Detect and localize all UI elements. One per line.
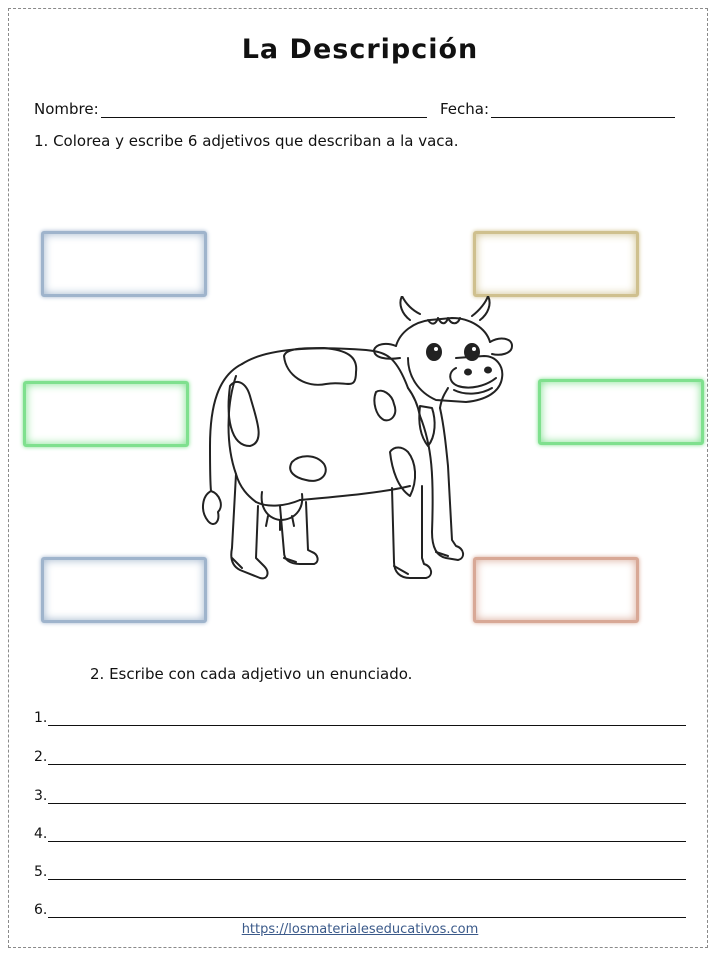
sentence-number: 2.	[34, 749, 48, 765]
adjective-box-middle-left[interactable]	[23, 381, 189, 447]
writing-rule[interactable]	[48, 711, 686, 726]
name-line[interactable]	[101, 101, 427, 118]
footer-link[interactable]: https://losmaterialeseducativos.com	[241, 922, 479, 937]
adjective-box-top-left[interactable]	[41, 231, 207, 297]
page-title: La Descripción	[241, 34, 479, 65]
date-field[interactable]	[440, 100, 675, 118]
writing-rule[interactable]	[48, 750, 686, 765]
instruction-two: 2. Escribe con cada adjetivo un enunciado.	[90, 665, 413, 683]
sentence-number: 6.	[34, 902, 48, 918]
date-label: Fecha:	[440, 100, 490, 118]
writing-rule[interactable]	[48, 827, 686, 842]
writing-rule[interactable]	[48, 789, 686, 804]
sentence-line-5[interactable]	[34, 864, 686, 880]
name-label: Nombre:	[34, 100, 99, 118]
adjective-box-bottom-left[interactable]	[41, 557, 207, 623]
writing-rule[interactable]	[48, 865, 686, 880]
writing-rule[interactable]	[48, 903, 686, 918]
sentence-line-3[interactable]	[34, 788, 686, 804]
sentence-line-6[interactable]	[34, 902, 686, 918]
name-field[interactable]	[34, 100, 427, 118]
date-line[interactable]	[491, 101, 675, 118]
adjective-box-middle-right[interactable]	[538, 379, 704, 445]
sentence-line-4[interactable]	[34, 826, 686, 842]
sentence-number: 5.	[34, 864, 48, 880]
sentence-number: 1.	[34, 710, 48, 726]
cow-illustration	[196, 296, 518, 596]
sentence-line-2[interactable]	[34, 749, 686, 765]
sentence-number: 4.	[34, 826, 48, 842]
sentence-number: 3.	[34, 788, 48, 804]
instruction-one: 1. Colorea y escribe 6 adjetivos que describan a la vaca.	[34, 132, 459, 150]
sentence-line-1[interactable]	[34, 710, 686, 726]
adjective-box-top-right[interactable]	[473, 231, 639, 297]
